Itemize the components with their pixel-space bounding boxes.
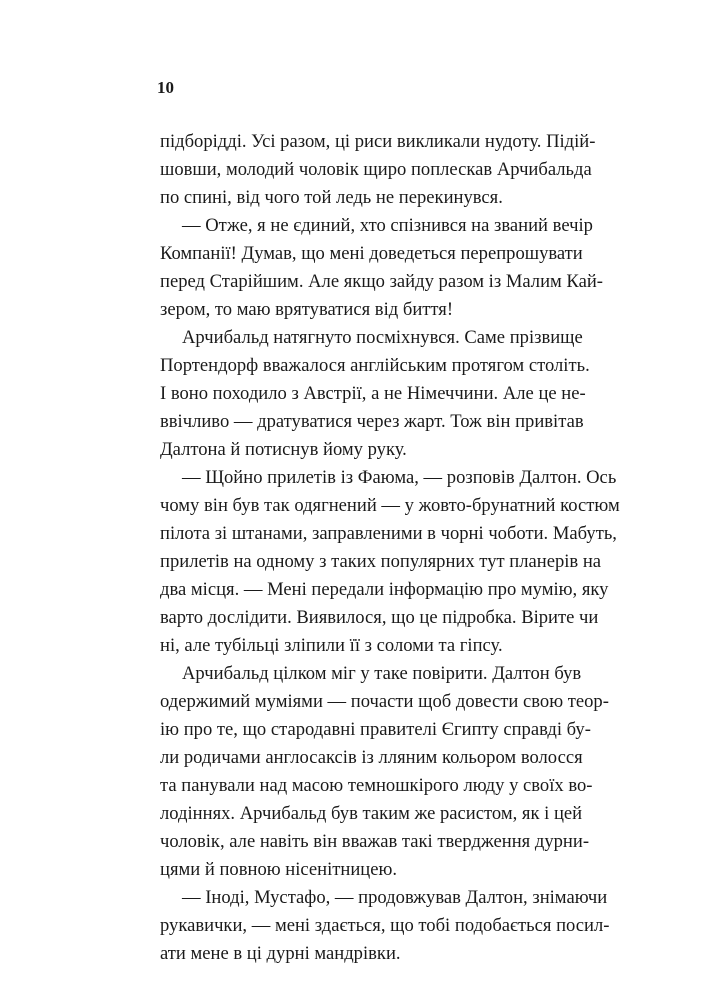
text-line: Далтона й потиснув йому руку. bbox=[160, 439, 407, 460]
text-line: чоловік, але навіть він вважав такі твердження дурни- bbox=[160, 831, 590, 852]
text-line: Портендорф вважалося англійським протягом століть. bbox=[160, 355, 590, 376]
text-line: — Отже, я не єдиний, хто спізнився на званий вечір bbox=[182, 215, 593, 236]
text-line: — Щойно прилетів із Фаюма, — розповів Далтон. Ось bbox=[182, 467, 617, 488]
page-number: 10 bbox=[157, 78, 174, 97]
text-line: та панували над масою темношкірого люду у своїх во- bbox=[160, 775, 593, 796]
text-line: цями й повною нісенітницею. bbox=[160, 859, 398, 880]
text-line: лодіннях. Арчибальд був таким же расистом, як і цей bbox=[160, 803, 583, 824]
text-line: два місця. — Мені передали інформацію про мумію, яку bbox=[160, 579, 609, 600]
text-line: Арчибальд цілком міг у таке повірити. Далтон був bbox=[182, 663, 582, 684]
text-line: ли родичами англосаксів із лляним кольором волосся bbox=[160, 747, 583, 768]
text-line: Арчибальд натягнуто посміхнувся. Саме прізвище bbox=[182, 327, 583, 348]
text-line: чому він був так одягнений — у жовто-брунатний костюм bbox=[160, 495, 620, 516]
text-line: шовши, молодий чоловік щиро поплескав Арчибальда bbox=[160, 159, 592, 180]
text-line: прилетів на одному з таких популярних тут планерів на bbox=[160, 551, 602, 572]
text-line: підборідді. Усі разом, ці риси викликали нудоту. Підій- bbox=[160, 131, 596, 152]
text-line: по спині, від чого той ледь не перекинувся. bbox=[160, 187, 503, 208]
text-line: одержимий муміями — почасти щоб довести свою теор- bbox=[160, 691, 609, 712]
text-line: перед Старійшим. Але якщо зайду разом із Малим Кай- bbox=[160, 271, 603, 292]
text-line: ввічливо — дратуватися через жарт. Тож він привітав bbox=[160, 411, 584, 432]
text-line: ати мене в ці дурні мандрівки. bbox=[160, 943, 401, 964]
text-line: ні, але тубільці зліпили її з соломи та гіпсу. bbox=[160, 635, 503, 656]
text-line: зером, то маю врятуватися від биття! bbox=[160, 299, 454, 320]
text-line: І воно походило з Австрії, а не Німеччини. Але це не- bbox=[160, 383, 586, 404]
text-line: Компанії! Думав, що мені доведеться перепрошувати bbox=[160, 243, 583, 264]
text-line: варто дослідити. Виявилося, що це підробка. Вірите чи bbox=[160, 607, 599, 628]
text-line: — Іноді, Мустафо, — продовжував Далтон, знімаючи bbox=[182, 887, 608, 908]
text-line: рукавички, — мені здається, що тобі подобається посил- bbox=[160, 915, 610, 936]
body-text bbox=[160, 128, 620, 968]
text-line: пілота зі штанами, заправленими в чорні чоботи. Мабуть, bbox=[160, 523, 617, 544]
text-line: ію про те, що стародавні правителі Єгипту справді бу- bbox=[160, 719, 591, 740]
